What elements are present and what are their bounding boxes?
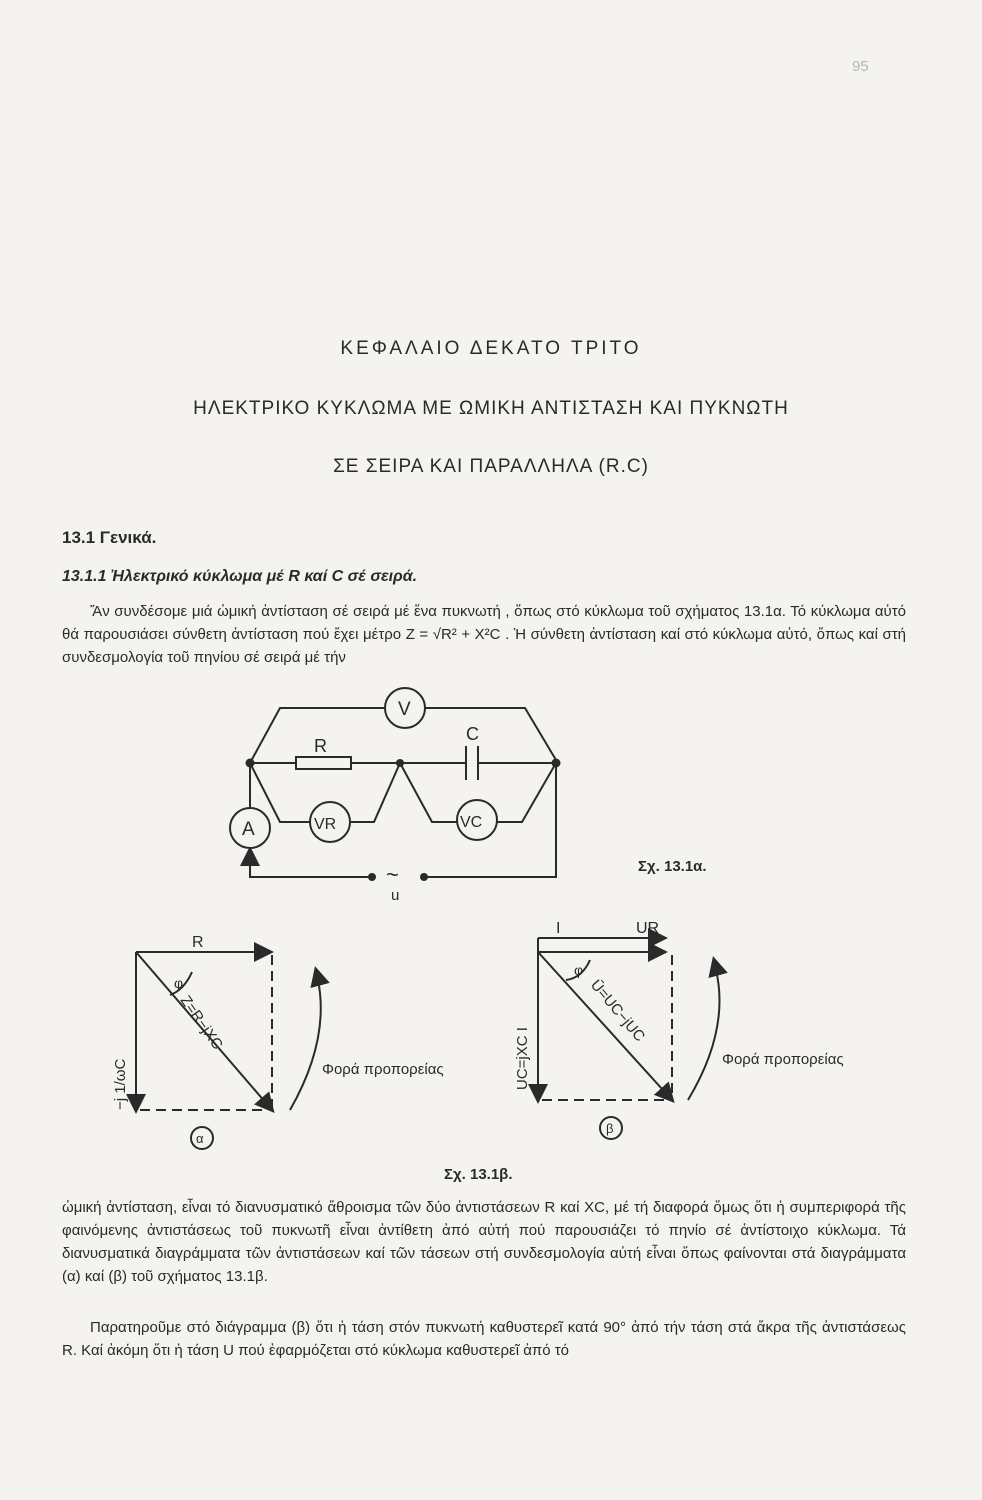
label-c: C: [466, 724, 479, 744]
label-b-i: I: [556, 920, 561, 937]
label-b-u: Ū=UC−jUC: [586, 976, 649, 1046]
label-u: u: [391, 887, 400, 904]
label-source: ~: [386, 862, 399, 887]
paragraph-2: ὠμική ἀντίσταση, εἶναι τό διανυσματικό ἄθροισμα τῶν δύο ἀντιστάσεων R καί XC, μέ τή διαφορά ὅμως ὅτι ἡ συμπεριφορά τῆς φαινόμενης ἀντιστάσεως τοῦ πυκνωτῆ εἶναι ἀντίθετη ἀπό αὐτή πού παρουσιάζει τό πηνίο σέ ἀντίστοιχο κύκλωμα. Τά διανυσματικά διαγράμματα τῶν ἀντιστάσεων καί τῶν τάσεων στή συνδεσμολογία αὐτή εἶναι ὅπως φαίνονται στά διαγράμματα (α) καί (β) τοῦ σχήματος 13.1β.: [62, 1199, 906, 1285]
label-r: R: [314, 736, 327, 756]
chapter-label: ΚΕΦΑΛΑΙΟ ΔΕΚΑΤΟ ΤΡΙΤΟ: [340, 338, 642, 359]
paragraph-3: Παρατηροῦμε στό διάγραμμα (β) ὅτι ἡ τάση στόν πυκνωτή καθυστερεῖ κατά 90° ἀπό τήν τάση στά ἄκρα τῆς ἀντιστάσεως R. Καί ἀκόμη ὅτι ἡ τάση U πού ἐφαρμόζεται στό κύκλωμα καθυστερεῖ ἀπό τό: [62, 1319, 906, 1359]
label-a-z: Z=R−jXC: [176, 992, 227, 1053]
circuit-nodes: [246, 759, 561, 882]
paragraph-1: Ἄν συνδέσομε μιά ὠμική ἀντίσταση σέ σειρά μέ ἕνα πυκνωτή , ὅπως στό κύκλωμα τοῦ σχήματος 13.1α. Τό κύκλωμα αὐτό θά παρουσιάσει σύνθετη ἀντίσταση πού ἔχει μέτρο Z = √R² + X²C . Ἡ σύνθετη ἀντίσταση καί στό κύκλωμα αὐτό, ὅπως καί στή συνδεσμολογία τοῦ πηνίου σέ σειρά μέ τήν: [62, 603, 906, 666]
resistor-r: [296, 757, 351, 769]
voltage-diagram: [538, 938, 720, 1139]
section-heading: 13.1 Γενικά.: [62, 528, 157, 547]
label-b-tag: β: [606, 1121, 614, 1136]
label-b-phi: φ: [574, 962, 584, 978]
label-a-xc: −j 1/ωC: [112, 1058, 129, 1110]
page-number: 95: [852, 58, 869, 75]
impedance-diagram: [136, 952, 321, 1149]
label-b-ur: UR: [636, 920, 660, 937]
label-b-uc: UC=jXC I: [514, 1027, 531, 1090]
label-a-phi: φ: [174, 975, 184, 991]
label-a: A: [242, 819, 255, 840]
label-b-rotation: Φορά προπορείας: [722, 1051, 844, 1068]
label-v: V: [398, 699, 411, 720]
circuit-diagram: [250, 708, 556, 877]
chapter-title-line2: ΣΕ ΣΕΙΡΑ ΚΑΙ ΠΑΡΑΛΛΗΛΑ (R.C): [333, 456, 649, 477]
figure1-caption: Σχ. 13.1α.: [638, 858, 707, 875]
capacitor-c: [466, 746, 478, 780]
figure2-caption: Σχ. 13.1β.: [444, 1166, 513, 1183]
chapter-title-line1: ΗΛΕΚΤΡΙΚΟ ΚΥΚΛΩΜΑ ΜΕ ΩΜΙΚΗ ΑΝΤΙΣΤΑΣΗ ΚΑΙ ΠΥΚΝΩΤΗ: [193, 398, 789, 419]
label-vr: VR: [314, 816, 337, 833]
label-a-r: R: [192, 934, 204, 951]
subsection-heading: 13.1.1 Ἠλεκτρικό κύκλωμα μέ R καί C σέ σειρά.: [62, 568, 418, 585]
label-a-rotation: Φορά προπορείας: [322, 1061, 444, 1078]
label-a-tag: α: [196, 1131, 204, 1146]
label-vc: VC: [460, 814, 483, 831]
